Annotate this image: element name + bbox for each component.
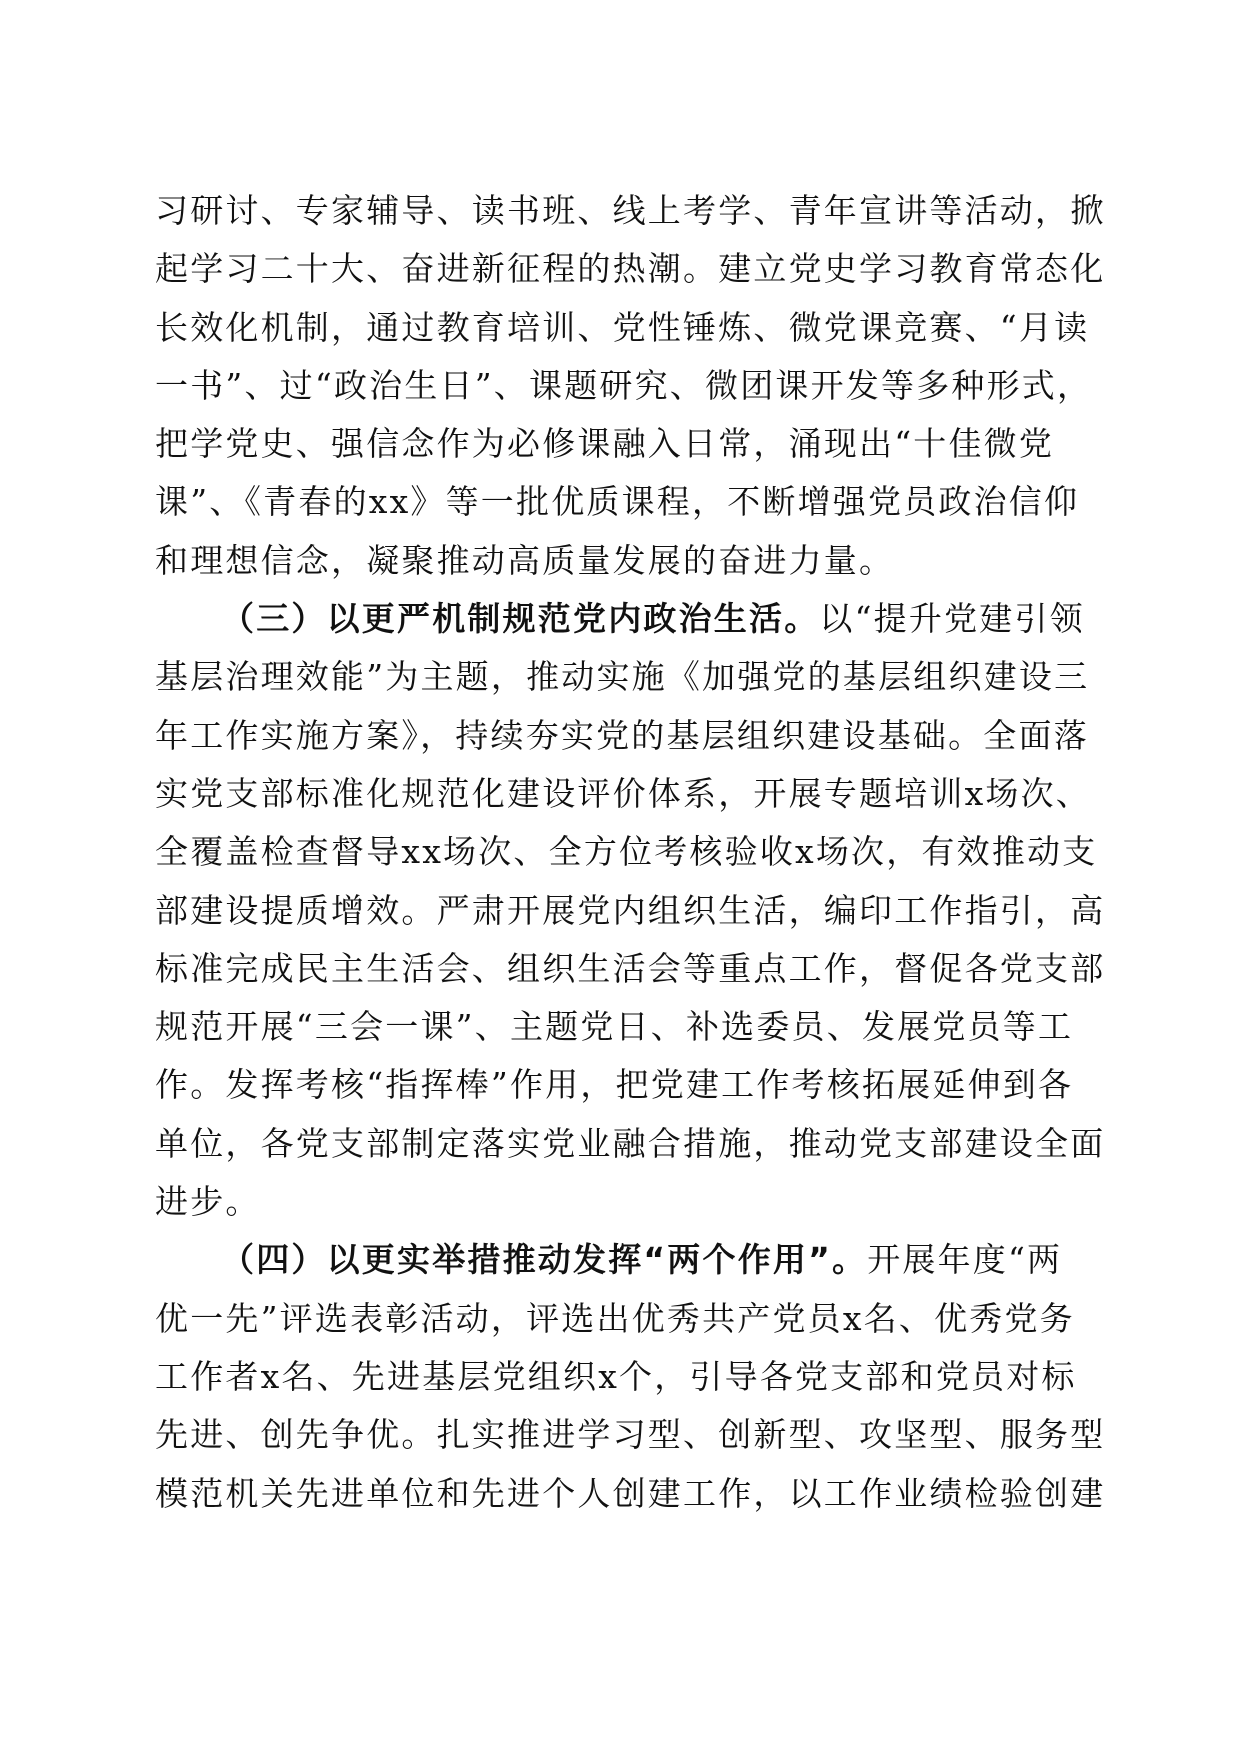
text-line: 优一先”评选表彰活动，评选出优秀共产党员x名、优秀党务 — [155, 1298, 1075, 1338]
text-line — [155, 590, 1085, 648]
text-line: 模范机关先进单位和先进个人创建工作，以工作业绩检验创建 — [155, 1473, 1106, 1513]
text-line: 习研讨、专家辅导、读书班、线上考学、青年宣讲等活动，掀 — [155, 191, 1106, 230]
text-line: 起学习二十大、奋进新征程的热潮。建立党史学习教育常态化 — [155, 249, 1106, 289]
text-line: 把学党史、强信念作为必修课融入日常，涌现出“十佳微党 — [155, 424, 1055, 464]
section-heading-4: （四）以更实举措推动发挥“两个作用”。 — [221, 1240, 868, 1280]
text-line: 课”、《青春的xx》等一批优质课程，不断增强党员政治信仰 — [155, 482, 1080, 522]
text-line: 和理想信念，凝聚推动高质量发展的奋进力量。 — [155, 540, 895, 580]
text-line: 年工作实施方案》，持续夯实党的基层组织建设基础。全面落 — [155, 715, 1089, 755]
text-line: 进步。 — [155, 1182, 261, 1222]
paragraph-study-activities — [155, 182, 1106, 590]
paragraph-political-life — [155, 590, 1106, 1231]
text-line: 工作者x名、先进基层党组织x个，引导各党支部和党员对标 — [155, 1356, 1077, 1396]
text-line-rest: 开展年度“两 — [867, 1240, 1063, 1280]
text-line: 实党支部标准化规范化建设评价体系，开展专题培训x场次、 — [155, 773, 1092, 813]
text-line: 单位，各党支部制定落实党业融合措施，推动党支部建设全面 — [155, 1123, 1106, 1163]
text-line: 先进、创先争优。扎实推进学习型、创新型、攻坚型、服务型 — [155, 1415, 1106, 1455]
text-line: 基层治理效能”为主题，推动实施《加强党的基层组织建设三 — [155, 657, 1090, 697]
text-line: 部建设提质增效。严肃开展党内组织生活，编印工作指引，高 — [155, 890, 1106, 930]
text-line: 长效化机制，通过教育培训、党性锤炼、微党课竞赛、“月读 — [155, 307, 1090, 347]
section-heading-3: （三）以更严机制规范党内政治生活。 — [221, 599, 820, 639]
text-line — [155, 1231, 1085, 1289]
text-line: 规范开展“三会一课”、主题党日、补选委员、发展党员等工 — [155, 1007, 1074, 1047]
paragraph-two-roles — [155, 1231, 1106, 1522]
text-line: 一书”、过“政治生日”、课题研究、微团课开发等多种形式， — [155, 365, 1093, 405]
text-line-rest: 以“提升党建引领 — [819, 599, 1085, 639]
document-body — [155, 182, 1106, 1523]
text-line: 标准完成民主生活会、组织生活会等重点工作，督促各党支部 — [155, 948, 1106, 988]
text-line: 全覆盖检查督导xx场次、全方位考核验收x场次，有效推动支 — [155, 832, 1098, 872]
text-line: 作。发挥考核“指挥棒”作用，把党建工作考核拓展延伸到各 — [155, 1065, 1074, 1105]
